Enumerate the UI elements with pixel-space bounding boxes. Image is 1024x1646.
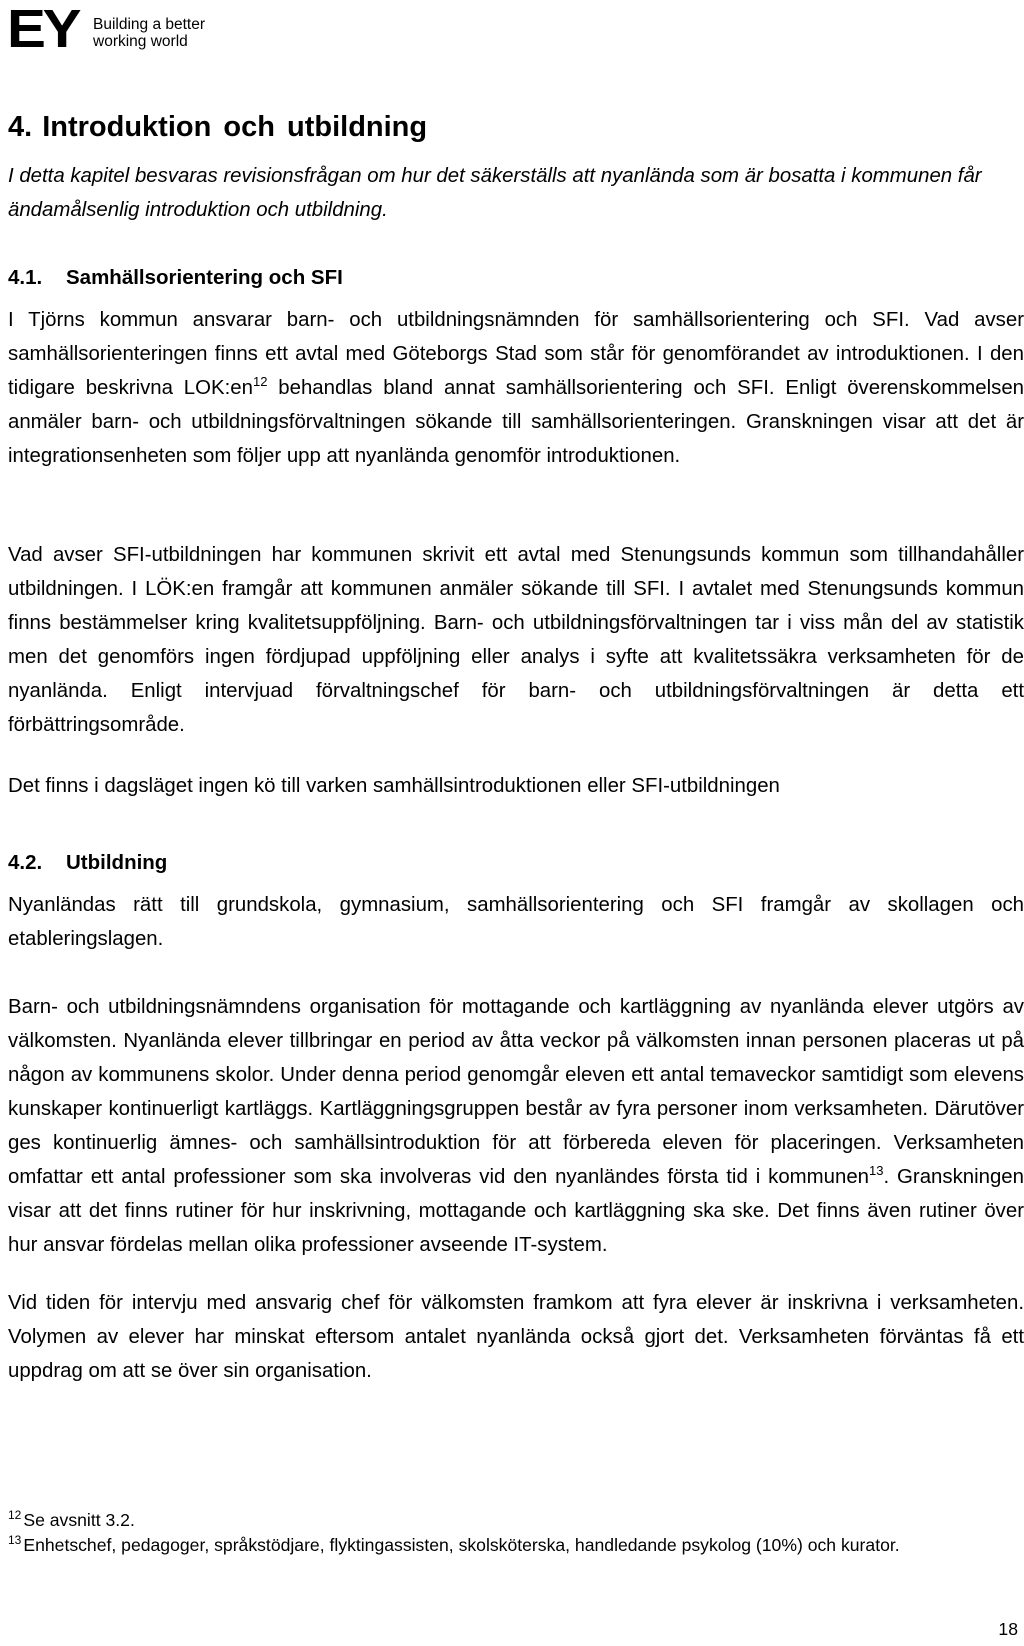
chapter-intro: I detta kapitel besvaras revisionsfrågan om hur det säkerställs att nyanlända som är bosatta i kommunen får ändamålsenlig introduktion och utbildning. (8, 165, 982, 221)
paragraph-4-1-1 (8, 303, 1024, 473)
paragraph-4-1-2: Vad avser SFI-utbildningen har kommunen skrivit ett avtal med Stenungsunds kommun som tillhandahåller utbildningen. I LÖK:en framgår att kommunen anmäler sökande till SFI. I avtalet med Stenungsunds kommun finns bestämmelser kring kvalitetsuppföljning. Barn- och utbildningsförvaltningen tar i viss mån del av statistik men det genomförs ingen fördjupad uppföljning eller analys i syfte att kvalitetssäkra verksamheten för de nyanlända. Enligt intervjuad förvaltningschef för barn- och utbildningsförvaltningen är detta ett förbättringsområde. (8, 544, 1024, 736)
footnote-number: 12 (8, 1508, 22, 1522)
chapter-number: 4. (8, 111, 33, 143)
footnote-text: Se avsnitt 3.2. (23, 1510, 135, 1530)
paragraph-4-2-3: Vid tiden för intervju med ansvarig chef för välkomsten framkom att fyra elever är inskrivna i verksamheten. Volymen av elever har minskat eftersom antalet nyanlända också gjort det. Verksamheten förväntas få ett uppdrag om att se över sin organisation. (8, 1292, 1024, 1382)
logo-mark: EY (7, 0, 79, 59)
section-number: 4.1. (8, 266, 43, 289)
paragraph-text: Barn- och utbildningsnämndens organisation för mottagande och kartläggning av nyanlända elever utgörs av välkomsten. Nyanlända elever tillbringar en period av åtta veckor på välkomsten innan personen placeras ut på någon av kommunens skolor. Under denna period genomgår eleven ett antal temaveckor samtidigt som elevens kunskaper kontinuerligt kartläggs. Kartläggningsgruppen består av fyra personer inom verksamheten. Därutöver ges kontinuerlig ämnes- och samhällsintroduktion för att förbereda eleven för placeringen. Verksamheten omfattar ett antal professioner som ska involveras vid den nyanländes första tid i kommunen (8, 996, 1024, 1188)
footnote-13 (8, 1533, 1024, 1558)
section-number: 4.2. (8, 851, 43, 874)
paragraph-text: behandlas bland annat samhällsorientering och SFI. Enligt överenskommelsen anmäler barn- och utbildningsförvaltningen sökande till samhällsorienteringen. Granskningen visar att det är integrationsenheten som följer upp att nyanlända genomför introduktionen. (8, 377, 1024, 467)
section-title: Utbildning (66, 851, 168, 874)
section-title: Samhällsorientering och SFI (66, 266, 343, 289)
footnote-ref-12: 12 (252, 374, 268, 389)
footnote-number: 13 (8, 1533, 22, 1547)
footnote-text: Enhetschef, pedagoger, språkstödjare, flyktingassisten, skolsköterska, handledande psykolog (10%) och kurator. (23, 1535, 900, 1555)
chapter-heading (8, 110, 1024, 144)
page-content (8, 110, 1024, 1382)
section-heading-4-2 (8, 850, 167, 876)
footnote-ref-13: 13 (869, 1163, 884, 1178)
footnotes (8, 1508, 1024, 1558)
paragraph-text: . Granskningen visar att det finns rutiner för hur inskrivning, mottagande och kartläggning ska ske. Det finns även rutiner över hur ansvar fördelas mellan olika professioner avseende IT-system. (8, 1166, 1024, 1256)
logo-tagline-line-1: Building a better (93, 16, 206, 33)
paragraph-4-1-3: Det finns i dagsläget ingen kö till varken samhällsintroduktionen eller SFI-utbildningen (8, 775, 780, 797)
section-heading-4-1 (8, 265, 343, 291)
logo-tagline (93, 16, 293, 50)
paragraph-4-2-1: Nyanländas rätt till grundskola, gymnasium, samhällsorientering och SFI framgår av skollagen och etableringslagen. (8, 894, 1024, 950)
page-number: 18 (998, 1619, 1018, 1639)
paragraph-4-2-2 (8, 990, 1024, 1262)
chapter-title: Introduktion och utbildning (42, 111, 428, 143)
logo-tagline-line-2: working world (93, 33, 188, 50)
footnote-12 (8, 1508, 1024, 1533)
paragraph-text: I Tjörns kommun ansvarar barn- och utbildningsnämnden för samhällsorientering och SFI. Vad avser samhällsorienteringen finns ett avtal med Göteborgs Stad som står för genomförandet av introduktionen. I den tidigare beskrivna LOK:en (8, 309, 1024, 399)
